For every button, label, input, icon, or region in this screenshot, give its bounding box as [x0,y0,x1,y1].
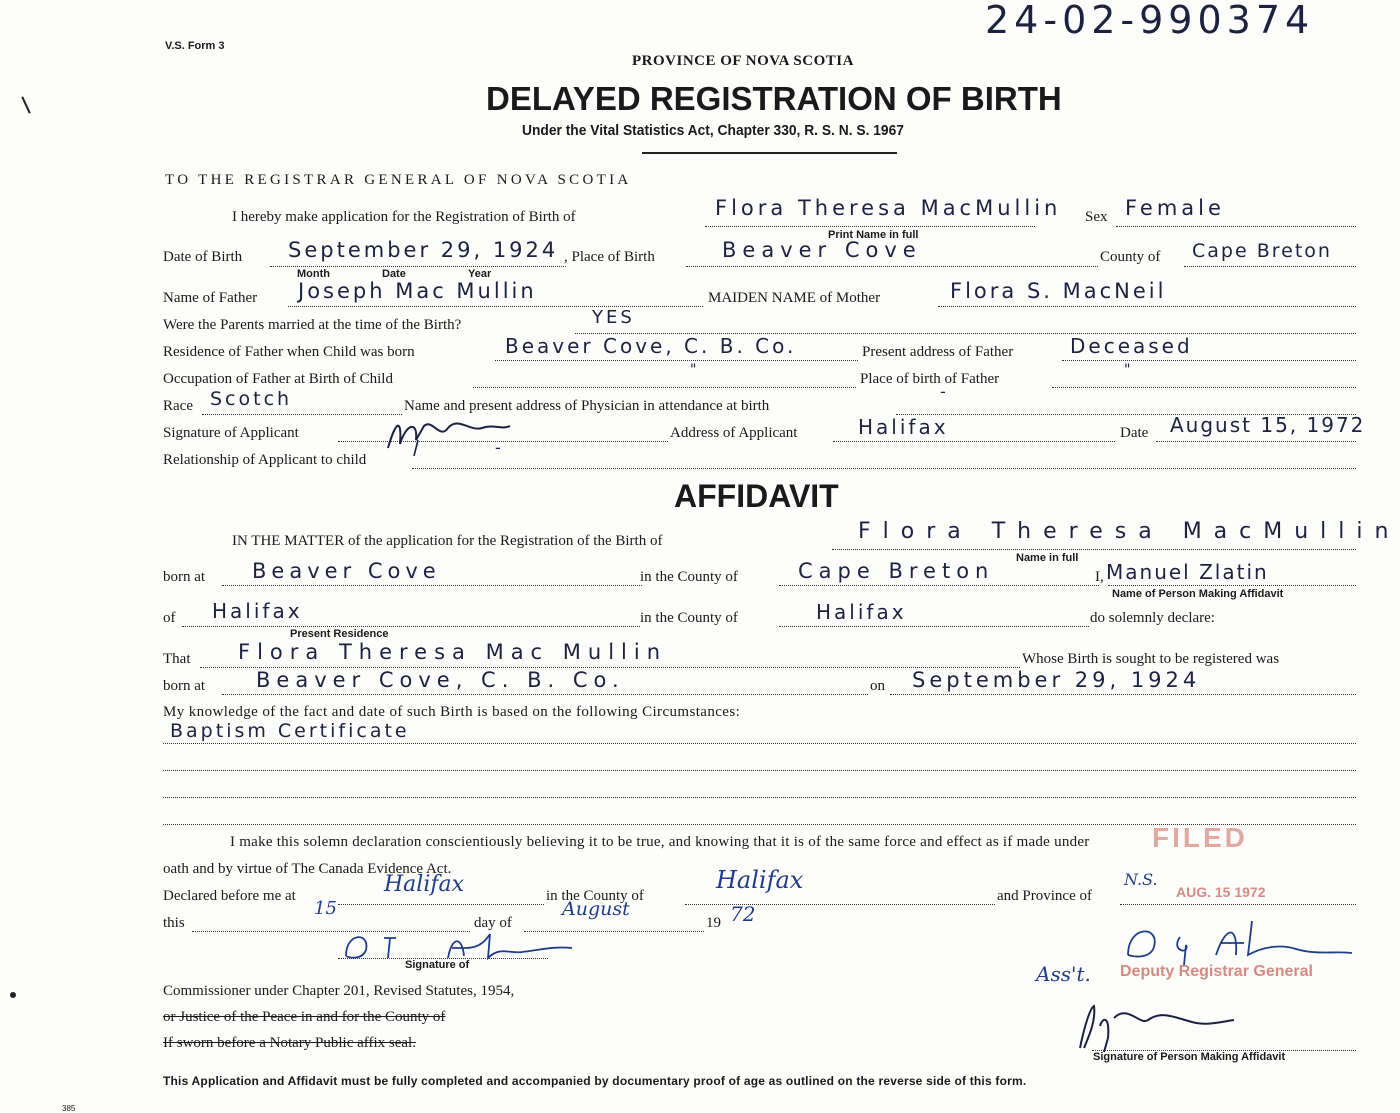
of-value: Halifax [212,599,303,623]
label-residence: Residence of Father when Child was born [163,344,415,360]
label-relationship: Relationship of Applicant to child [163,452,367,468]
label-declared-at: Declared before me at [163,888,296,904]
residence-value: Beaver Cove, C. B. Co. [505,334,797,358]
physician-value: - [940,382,949,401]
label-married: Were the Parents married at the time of the Birth? [163,317,462,333]
label-date: Date [1120,425,1149,441]
label-present-address: Present address of Father [862,344,1014,360]
caption-month: Month [297,268,330,280]
mother-value: Flora S. MacNeil [950,279,1167,303]
margin-mark [10,992,16,998]
label-of: of [163,610,176,626]
circumstance-value: Baptism Certificate [170,720,410,742]
affiant-name: Manuel Zlatin [1106,560,1269,584]
title-rule [642,152,897,154]
child-name: Flora Theresa MacMullin [715,196,1062,220]
label-dob: Date of Birth [163,249,243,265]
label-year: 19 [706,915,721,931]
caption-year: Year [468,268,492,280]
registrar-stamp: Deputy Registrar General [1120,963,1313,980]
born-at-value: Beaver Cove [252,559,441,583]
label-county-1: in the County of [640,569,738,585]
label-declare: do solemnly declare: [1090,610,1215,626]
label-physician: Name and present address of Physician in attendance at birth [404,398,770,414]
label-county-2: in the County of [640,610,738,626]
province-value: N.S. [1124,870,1158,889]
month-value: August [562,898,630,920]
born-at-2-value: Beaver Cove, C. B. Co. [256,668,625,692]
filed-stamp: FILED [1152,822,1248,853]
father-pob-value: " [1124,362,1134,378]
filed-date-stamp: AUG. 15 1972 [1176,884,1266,900]
label-justice: or Justice of the Peace in and for the County of [163,1009,446,1025]
caption-signature-of: Signature of [405,959,470,971]
caption-name-in-full: Name in full [1016,552,1079,564]
footer-note: This Application and Affidavit must be fully completed and accompanied by documentary proof of age as outlined on the reverse side of this form. [163,1074,1027,1088]
affidavit-title: AFFIDAVIT [674,478,839,514]
caption-affiant-name: Name of Person Making Affidavit [1112,588,1284,600]
father-value: Joseph Mac Mullin [298,279,537,303]
form-number: V.S. Form 3 [165,40,225,52]
addressee: TO THE REGISTRAR GENERAL OF NOVA SCOTIA [165,172,632,188]
affiant-signature [1070,998,1240,1054]
sex-value: Female [1125,196,1225,220]
that-name: Flora Theresa Mac Mullin [238,640,668,664]
label-sex: Sex [1085,209,1108,225]
label-day-of: day of [474,915,512,931]
county-value: Cape Breton [1192,240,1332,262]
label-occupation: Occupation of Father at Birth of Child [163,371,393,387]
applicant-address-value: Halifax [858,415,949,439]
caption-date: Date [382,268,406,280]
asst-prefix: Ass't. [1036,962,1091,986]
label-pob: , Place of Birth [564,249,655,265]
affidavit-child-name: Flora Theresa MacMullin [858,519,1400,544]
form-subtitle: Under the Vital Statistics Act, Chapter 330, R. S. N. S. 1967 [522,122,904,139]
caption-present-residence: Present Residence [290,628,389,640]
date-value: August 15, 1972 [1170,413,1366,437]
label-knowledge: My knowledge of the fact and date of such Birth is based on the following Circumstances: [163,704,741,720]
label-this: this [163,915,185,931]
relationship-value: - [495,438,504,457]
county-1-value: Cape Breton [798,559,995,583]
declaration-line-1: I make this solemn declaration conscientiously believing it to be true, and knowing that it is of the same force and effect as if made under [230,834,1090,850]
label-father: Name of Father [163,290,258,306]
label-application: I hereby make application for the Registration of Birth of [232,209,576,225]
caption-affiant-signature: Signature of Person Making Affidavit [1093,1051,1286,1063]
dob-value: September 29, 1924 [288,238,559,262]
label-signature: Signature of Applicant [163,425,299,441]
label-notary: If sworn before a Notary Public affix seal. [163,1035,416,1051]
corner-code: 385 [62,1104,76,1113]
registration-number: 24-02-990374 [985,0,1315,42]
label-on: on [870,678,885,694]
race-value: Scotch [210,388,293,410]
label-matter: IN THE MATTER of the application for the Registration of the Birth of [232,533,663,549]
label-commissioner: Commissioner under Chapter 201, Revised Statutes, 1954, [163,983,515,999]
label-county: County of [1100,249,1161,265]
declared-at-value: Halifax [384,872,465,897]
caption-print-name: Print Name in full [828,229,919,241]
registrar-signature [1120,915,1360,967]
province-heading: PROVINCE OF NOVA SCOTIA [632,53,854,69]
declaration-line-2: oath and by virtue of The Canada Evidence Act. [163,861,452,877]
form-title: DELAYED REGISTRATION OF BIRTH [486,80,1062,117]
label-that: That [163,651,191,667]
label-declared-county: in the County of [546,888,644,904]
married-value: YES [592,307,635,328]
label-mother: MAIDEN NAME of Mother [708,290,881,306]
margin-mark [21,96,30,113]
label-province: and Province of [997,888,1092,904]
label-born-at: born at [163,569,206,585]
present-address-value: Deceased [1070,334,1193,358]
declared-county-value: Halifax [716,866,804,894]
on-date-value: September 29, 1924 [912,668,1201,692]
year-value: 72 [730,902,756,926]
day-value: 15 [314,898,337,919]
pob-value: Beaver Cove [722,238,922,262]
occupation-value: " [690,362,700,378]
label-born-at-2: born at [163,678,206,694]
county-2-value: Halifax [816,600,907,624]
label-applicant-address: Address of Applicant [670,425,798,441]
label-father-pob: Place of birth of Father [860,371,1000,387]
label-race: Race [163,398,193,414]
label-whose: Whose Birth is sought to be registered was [1022,651,1280,667]
label-i: I, [1095,569,1104,585]
